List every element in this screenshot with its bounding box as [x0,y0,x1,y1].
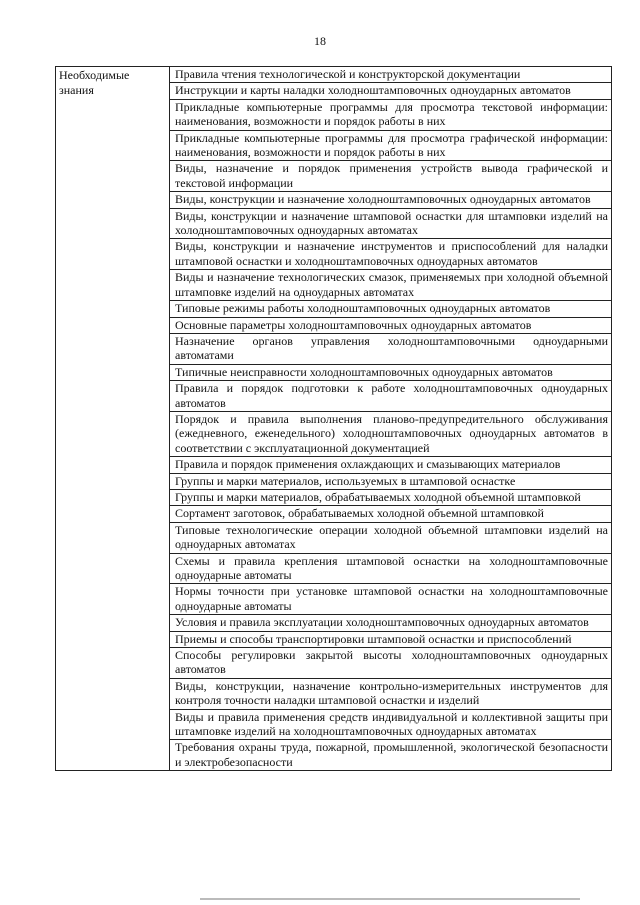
section-label-cell [56,67,170,771]
list-item: Виды, конструкции и назначение инструментов и приспособлений для наладки штамповой оснастки и холодноштамповочных одноударных автоматов [170,239,611,270]
list-item: Виды, конструкции, назначение контрольно-измерительных инструментов для контроля точности наладки штамповой оснастки и изделий [170,679,611,710]
list-item: Виды, назначение и порядок применения устройств вывода графической и текстовой информации [170,161,611,192]
list-item: Сортамент заготовок, обрабатываемых холодной объемной штамповкой [170,506,611,522]
list-item: Группы и марки материалов, обрабатываемых холодной объемной штамповкой [170,490,611,506]
section-label: Необходимые знания [59,68,130,97]
list-item: Виды и назначение технологических смазок, применяемых при холодной объемной штамповке изделий на одноударных автоматах [170,270,611,301]
items-cell [170,67,612,771]
list-item: Правила чтения технологической и конструкторской документации [170,67,611,83]
list-item: Условия и правила эксплуатации холодноштамповочных одноударных автоматов [170,615,611,631]
list-item: Нормы точности при установке штамповой оснастки на холодноштамповочные одноударные автоматы [170,584,611,615]
list-item: Требования охраны труда, пожарной, промышленной, экологической безопасности и электробезопасности [175,740,608,769]
list-item: Инструкции и карты наладки холодноштамповочных одноударных автоматов [170,83,611,99]
list-item: Схемы и правила крепления штамповой оснастки на холодноштамповочные одноударные автоматы [170,554,611,585]
list-item: Типовые технологические операции холодной объемной штамповки изделий на одноударных автоматах [170,523,611,554]
list-item: Основные параметры холодноштамповочных одноударных автоматов [170,318,611,334]
page-number: 18 [314,34,326,48]
knowledge-table [55,66,612,771]
list-item: Прикладные компьютерные программы для просмотра графической информации: наименования, возможности и порядок работы в них [170,131,611,162]
list-item: Приемы и способы транспортировки штамповой оснастки и приспособлений [170,632,611,648]
list-item: Виды и правила применения средств индивидуальной и коллективной защиты при штамповке изделий на холодноштамповочных одноударных автоматах [170,710,611,741]
list-item: Типичные неисправности холодноштамповочных одноударных автоматов [170,365,611,381]
list-item: Виды, конструкции и назначение штамповой оснастки для штамповки изделий на холодноштамповочных одноударных автоматах [170,209,611,240]
list-item: Способы регулировки закрытой высоты холодноштамповочных одноударных автоматов [170,648,611,679]
list-item: Порядок и правила выполнения планово-предупредительного обслуживания (ежедневного, еженедельного) холодноштамповочных одноударных автоматов в соответствии с эксплуатационной документацией [170,412,611,457]
list-item: Группы и марки материалов, используемых в штамповой оснастке [170,474,611,490]
list-item: Правила и порядок применения охлаждающих и смазывающих материалов [170,457,611,473]
scan-edge-line [200,898,580,900]
list-item: Прикладные компьютерные программы для просмотра текстовой информации: наименования, возможности и порядок работы в них [170,100,611,131]
table-row [56,67,612,771]
list-item: Правила и порядок подготовки к работе холодноштамповочных одноударных автоматов [170,381,611,412]
list-item: Типовые режимы работы холодноштамповочных одноударных автоматов [170,301,611,317]
list-item: Виды, конструкции и назначение холодноштамповочных одноударных автоматов [170,192,611,208]
list-item: Назначение органов управления холодноштамповочными одноударными автоматами [170,334,611,365]
